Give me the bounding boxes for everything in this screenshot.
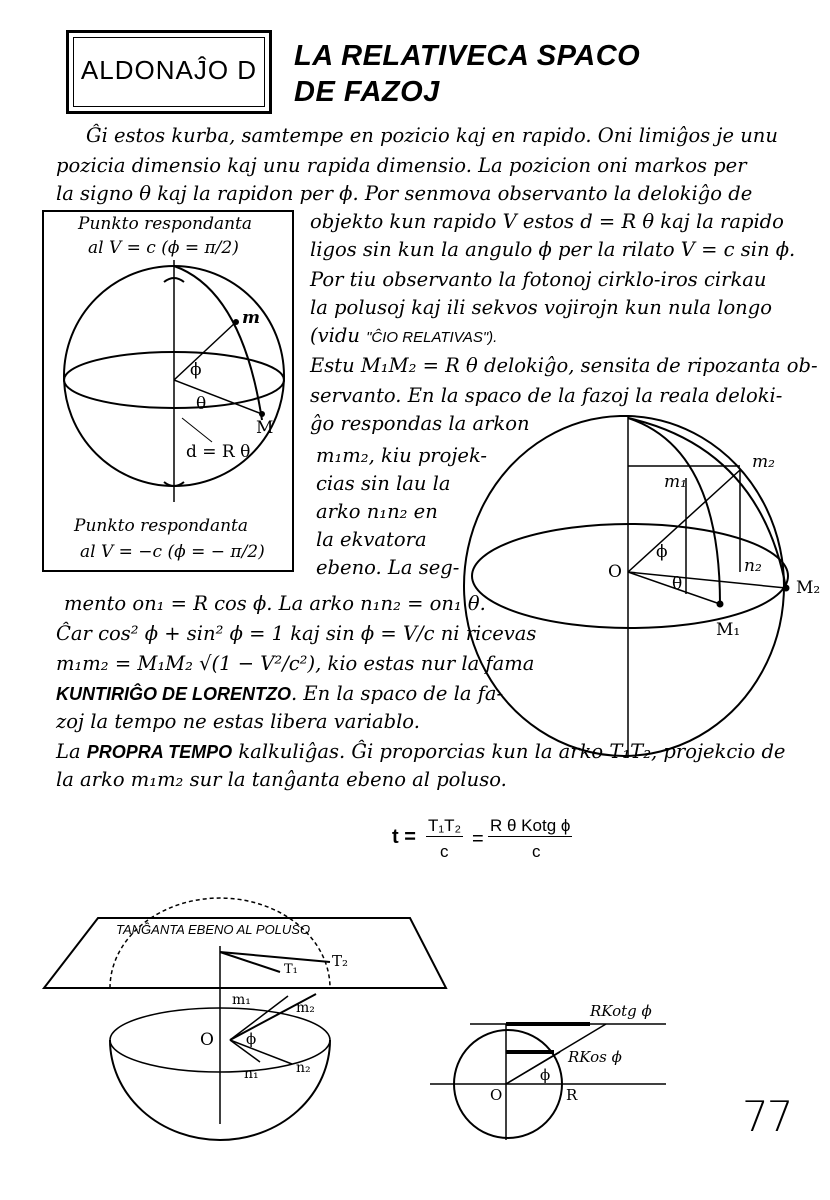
fig3-label-m2: m₂ (296, 1000, 315, 1016)
fig4-circle-diagram (430, 1000, 690, 1140)
fig1-label-d: d = R θ (186, 442, 251, 462)
fig4-label-R: R (566, 1086, 578, 1104)
page-title-line1: LA RELATIVECA SPACO (294, 40, 641, 72)
body-line: la polusoj kaj ili sekvos vojirojn kun nula longo (310, 296, 772, 319)
cross-reference: "ĈIO RELATIVAS"). (366, 329, 498, 346)
emphasis-term: PROPRA TEMPO (86, 742, 233, 762)
body-line-part: (vidu (310, 324, 367, 347)
body-line: ĝo respondas la arkon (310, 412, 530, 435)
fig2-label-m2: m₂ (752, 452, 775, 472)
fig4-label-phi: ϕ (540, 1066, 551, 1084)
body-line: ebeno. La seg- (316, 556, 460, 579)
formula-equals: = (472, 828, 484, 850)
body-line (310, 324, 497, 347)
page-number: 77 (742, 1092, 792, 1141)
fig1-label-theta: θ (196, 394, 207, 414)
body-line: objekto kun rapido V estos d = R θ kaj la rapido (310, 210, 784, 233)
body-line-part: kalkuliĝas. Ĝi proporcias kun la arko T₁T₂, projekcio de (232, 740, 786, 763)
fig2-label-O: O (608, 562, 622, 582)
page-title-line2: DE FAZOJ (294, 76, 440, 108)
fig1-bottom-caption-1: Punkto respondanta (74, 516, 249, 536)
fig3-plane-label: TANĜANTA EBENO AL POLUSO (116, 922, 311, 937)
fig3-label-O: O (200, 1030, 214, 1050)
fig4-label-rkos: RKos ϕ (568, 1048, 622, 1066)
body-line: Ĉar cos² ϕ + sin² ϕ = 1 kaj sin ϕ = V/c ni ricevas (56, 622, 537, 645)
emphasis-term: KUNTIRIĜO DE LORENTZO (56, 684, 291, 704)
appendix-label-box (66, 30, 272, 114)
body-line: zoj la tempo ne estas libera variablo. (56, 710, 420, 733)
body-line: ligos sin kun la angulo ϕ per la rilato V = c sin ϕ. (310, 238, 796, 261)
formula-denominator-2: c (532, 842, 541, 861)
fig2-label-theta: θ (672, 574, 683, 594)
fig3-label-phi: ϕ (246, 1030, 257, 1048)
fig4-label-O: O (490, 1086, 503, 1104)
body-line: arko n₁n₂ en (316, 500, 438, 523)
fig3-label-T1: T₁ (284, 962, 298, 977)
fig2-label-M2: M₂ (796, 578, 821, 598)
fig1-label-m: m (242, 308, 260, 328)
fig1-label-M: M (256, 418, 274, 438)
body-line-part: . En la spaco de la fa- (291, 682, 504, 705)
fig1-top-caption-1: Punkto respondanta (78, 214, 253, 234)
fig4-label-rkotg: RKotg ϕ (590, 1002, 652, 1020)
body-line: m₁m₂ = M₁M₂ √(1 − V²/c²), kio estas nur la fama (56, 652, 535, 675)
body-line: la ekvatora (316, 528, 427, 551)
body-line-part: La (56, 740, 87, 763)
fig3-label-n1: n₁ (244, 1066, 259, 1082)
body-line: la arko m₁m₂ sur la tanĝanta ebeno al poluso. (56, 768, 507, 791)
body-line: cias sin lau la (316, 472, 451, 495)
fig3-label-m1: m₁ (232, 992, 251, 1008)
body-line: servanto. En la spaco de la fazoj la reala deloki- (310, 384, 783, 407)
fig2-label-n2: n₂ (744, 556, 762, 576)
body-line: la signo θ kaj la rapidon per ϕ. Por senmova observanto la delokiĝo de (56, 182, 753, 205)
body-line: Ĝi estos kurba, samtempe en pozicio kaj en rapido. Oni limiĝos je unu (86, 124, 778, 147)
fig3-label-n2: n₂ (296, 1060, 311, 1076)
fig2-label-M1: M₁ (716, 620, 741, 640)
fig1-label-phi: ϕ (190, 360, 202, 380)
appendix-label: ALDONAĴO D (80, 55, 258, 85)
fig1-top-caption-2: al V = c (ϕ = π/2) (88, 238, 239, 258)
formula-numerator-2: R θ Kotg ϕ (490, 816, 571, 835)
fig2-phase-sphere (470, 408, 800, 768)
formula-lhs: t = (392, 826, 416, 848)
body-line: mento on₁ = R cos ϕ. La arko n₁n₂ = on₁ θ. (64, 592, 486, 615)
fig1-bottom-caption-2: al V = −c (ϕ = − π/2) (80, 542, 265, 562)
body-line: Por tiu observanto la fotonoj cirklo-iros cirkau (310, 268, 767, 291)
formula-numerator-1: T₁T₂ (428, 816, 462, 835)
fig2-label-phi: ϕ (656, 542, 668, 562)
fig3-label-T2: T₂ (332, 952, 349, 970)
body-line: pozicia dimensio kaj unu rapida dimensio. La pozicion oni markos per (56, 154, 747, 177)
fig2-label-m1: m₁ (664, 472, 687, 492)
body-line (56, 682, 503, 705)
body-line: Estu M₁M₂ = R θ delokiĝo, sensita de ripozanta ob- (310, 354, 818, 377)
formula-denominator-1: c (440, 842, 449, 861)
fig3-tangent-plane (40, 912, 460, 1132)
body-line: m₁m₂, kiu projek- (316, 444, 488, 467)
